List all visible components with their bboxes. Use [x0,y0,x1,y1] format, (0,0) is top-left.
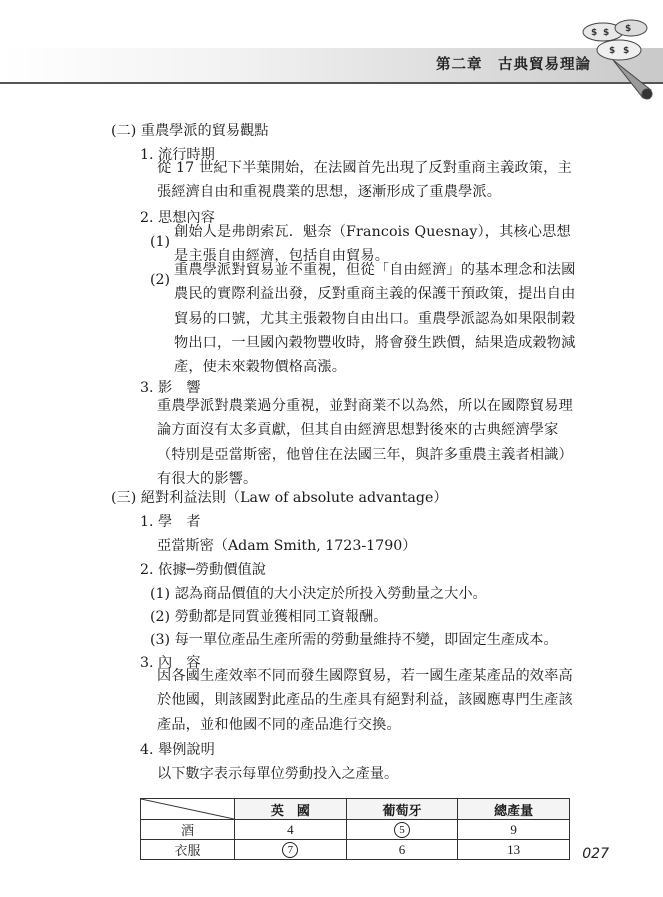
list-item: (2) 勞動都是同質並獲相同工資報酬。 [150,609,388,625]
item-label: 2. 依據─勞動價值說 [140,562,266,578]
row-label: 衣服 [141,840,235,860]
item-label: 1. 學 者 [140,514,201,530]
paragraph: 從 17 世紀下半葉開始，在法國首先出現了反對重商主義政策，主張經濟自由和重視農業的思想，逐漸形成了重農學派。 [157,160,572,201]
column-header: 葡萄牙 [346,799,458,820]
svg-text:$: $ [591,28,598,38]
table-cell: 4 [235,820,347,840]
table-cell [235,840,347,860]
page-number: 027 [582,846,609,862]
table-row [141,840,570,860]
sub-item-number: (1) [150,234,171,250]
diagonal-line [141,799,234,819]
column-header: 英 國 [235,799,347,820]
header-rule [0,82,663,84]
paragraph: 亞當斯密（Adam Smith, 1723-1790） [157,538,417,554]
item-label: 4. 舉例說明 [140,742,215,758]
paragraph: 因各國生產效率不同而發生國際貿易，若一國生產某產品的效率高於他國，則該國對此產品的生產具有絕對利益，該國應專門生產該產品，並和他國不同的產品進行交換。 [157,668,573,733]
list-item: (3) 每一單位產品生產所需的勞動量維持不變，即固定生產成本。 [150,632,558,648]
chapter-title: 第二章 古典貿易理論 [436,57,591,73]
table-header-row [141,799,570,820]
svg-text:$: $ [609,46,616,56]
section-heading: (二) 重農學派的貿易觀點 [111,123,269,139]
svg-text:$: $ [625,24,632,34]
item-label: 3. 內 容 [140,655,201,671]
paragraph: 以下數字表示每單位勞動投入之產量。 [157,766,399,782]
money-bag-illustration [573,10,657,102]
paragraph: 創始人是弗朗索瓦．魁奈（Francois Quesnay），其核心思想是主張自由經濟，包括自由貿易。 [174,224,571,265]
item-label: 1. 流行時期 [140,147,215,163]
table-cell: 9 [458,820,570,840]
section-heading: (三) 絕對利益法則（Law of absolute advantage） [111,490,448,506]
item-label: 3. 影 響 [140,380,201,396]
paragraph: 重農學派對農業過分重視，並對商業不以為然，所以在國際貿易理論方面沒有太多貢獻，但其自由經濟思想對後來的古典經濟學家（特別是亞當斯密，他曾住在法國三年，與許多重農主義者相識）有很大的影響。 [157,398,573,487]
table-cell: 13 [458,840,570,860]
paragraph: 重農學派對貿易並不重視，但從「自由經濟」的基本理念和法國農民的實際利益出發，反對重商主義的保護干預政策，提出自由貿易的口號，尤其主張穀物自由出口。重農學派認為如果限制穀物出口，一旦國內穀物豐收時，將會發生跌價，結果造成穀物減產，使未來穀物價格高漲。 [174,262,576,376]
circled-value: 5 [394,822,410,838]
sub-item-number: (2) [150,272,171,288]
list-item: (1) 認為商品價值的大小決定於所投入勞動量之大小。 [150,586,487,602]
production-table [140,798,570,860]
table-cell: 6 [346,840,458,860]
svg-text:$: $ [623,46,630,56]
svg-text:$: $ [603,28,610,38]
circled-value: 7 [282,842,298,858]
table-row [141,820,570,840]
diagonal-header-cell [141,799,235,820]
table-cell [346,820,458,840]
row-label: 酒 [141,820,235,840]
item-label: 2. 思想內容 [140,210,215,226]
column-header: 總產量 [458,799,570,820]
